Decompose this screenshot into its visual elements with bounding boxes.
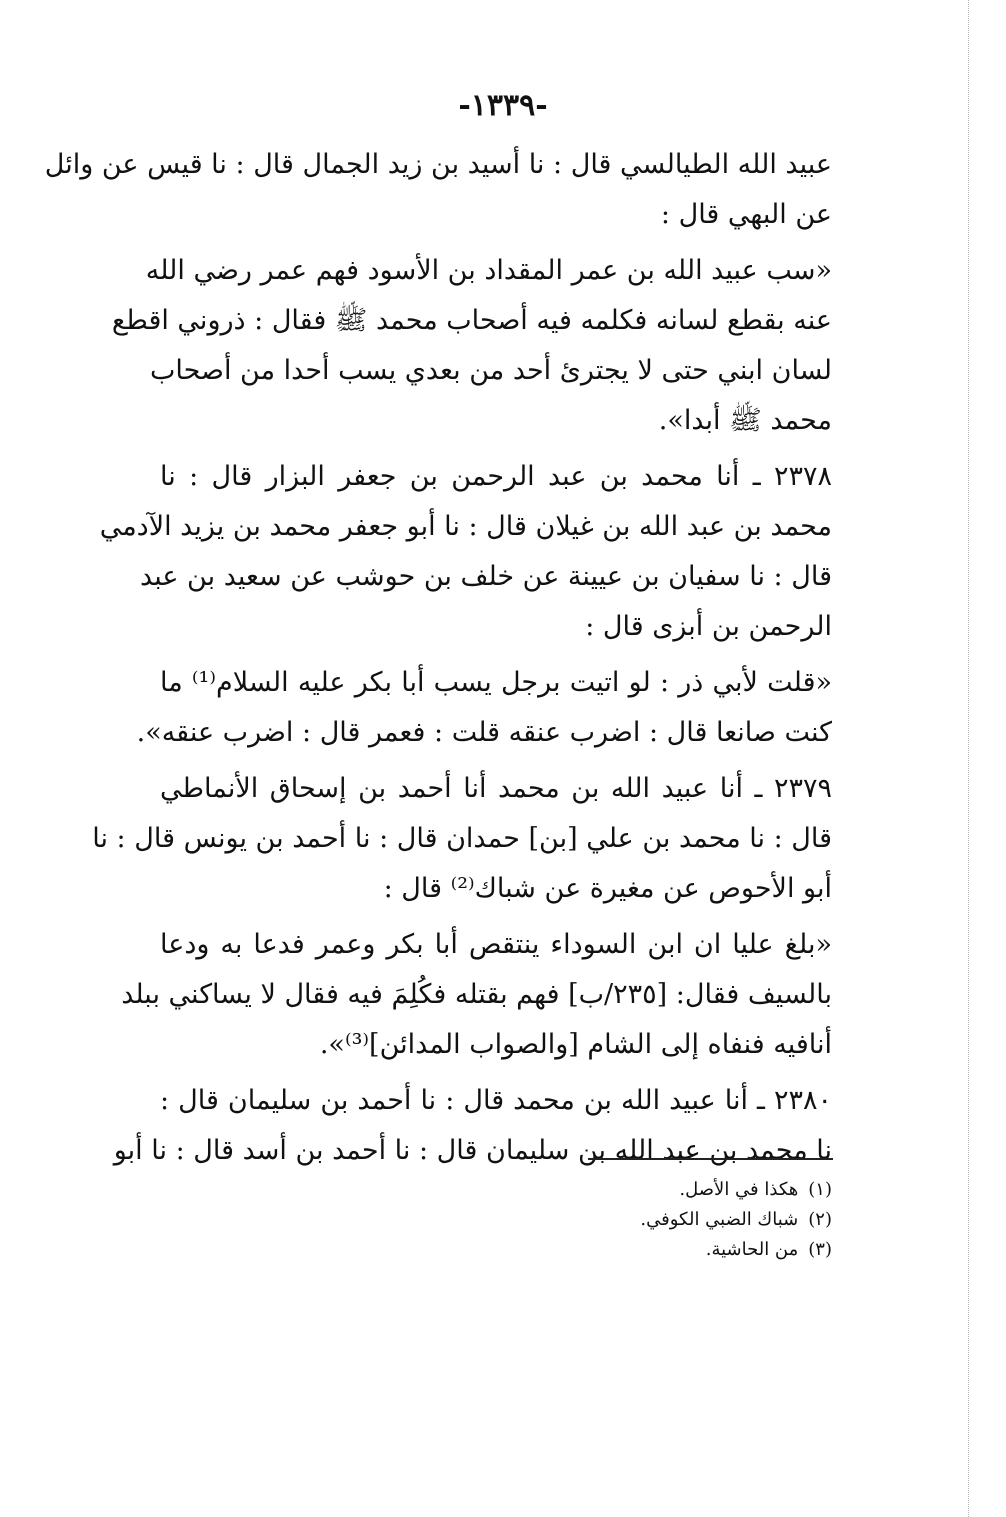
text-line: الرحمن بن أبزى قال : [585, 611, 832, 642]
text-line: «سب عبيد الله بن عمر المقداد بن الأسود فهم عمر رضي الله [145, 255, 832, 286]
text-line: عبيد الله الطيالسي قال : نا أسيد بن زيد الجمال قال : نا قيس عن وائل [44, 149, 832, 180]
footnote-number: (٣) [808, 1239, 832, 1260]
footnote [400, 1235, 832, 1265]
text-line: عن البهي قال : [660, 199, 832, 230]
text-line: لسان ابني حتى لا يجترئ أحد من بعدي يسب أحدا من أصحاب [149, 355, 832, 386]
text-line: أنافيه فنفاه إلى الشام [والصواب المدائن]⁽³⁾». [319, 1029, 832, 1060]
footnote-number: (٢) [808, 1209, 832, 1230]
footnote-number: (١) [808, 1179, 832, 1200]
footnote-text: هكذا في الأصل. [679, 1179, 799, 1200]
text-line: نا محمد بن عبد الله بن سليمان قال : نا أحمد بن أسد قال : نا أبو [113, 1135, 832, 1166]
text-line: ٢٣٨٠ ـ أنا عبيد الله بن محمد قال : نا أحمد بن سليمان قال : [160, 1085, 832, 1116]
body-text [44, 140, 833, 1176]
text-line: ٢٣٧٩ ـ أنا عبيد الله بن محمد أنا أحمد بن إسحاق الأنماطي [160, 773, 832, 804]
footnote-separator [588, 1158, 833, 1160]
footnotes [400, 1175, 832, 1265]
text-line: أبو الأحوص عن مغيرة عن شباك⁽²⁾ قال : [383, 873, 832, 904]
text-line: محمد ﷺ أبدا». [658, 405, 832, 436]
text-line: «بلغ عليا ان ابن السوداء ينتقص أبا بكر وعمر فدعا به ودعا [160, 929, 832, 960]
footnote [400, 1175, 832, 1205]
text-line: ٢٣٧٨ ـ أنا محمد بن عبد الرحمن بن جعفر البزار قال : نا [160, 461, 832, 492]
text-line: محمد بن عبد الله بن غيلان قال : نا أبو جعفر محمد بن يزيد الآدمي [99, 511, 832, 542]
footnote-text: شباك الضبي الكوفي. [640, 1209, 799, 1230]
text-line: قال : نا محمد بن علي [بن] حمدان قال : نا أحمد بن يونس قال : نا [92, 823, 832, 854]
footnote [400, 1205, 832, 1235]
page-number: -١٣٣٩- [458, 88, 548, 123]
footnote-text: من الحاشية. [705, 1239, 799, 1260]
text-line: كنت صانعا قال : اضرب عنقه قلت : فعمر قال : اضرب عنقه». [136, 717, 832, 748]
text-line: بالسيف فقال: [٢٣٥/ب] فهم بقتله فكُلِمَ فيه فقال لا يساكني ببلد [121, 979, 832, 1010]
text-line: قال : نا سفيان بن عيينة عن خلف بن حوشب عن سعيد بن عبد [140, 561, 832, 592]
text-line: «قلت لأبي ذر : لو اتيت برجل يسب أبا بكر عليه السلام⁽¹⁾ ما [160, 667, 833, 698]
page-edge-line [968, 0, 969, 1517]
text-line: عنه بقطع لسانه فكلمه فيه أصحاب محمد ﷺ فقال : ذروني اقطع [111, 305, 832, 336]
